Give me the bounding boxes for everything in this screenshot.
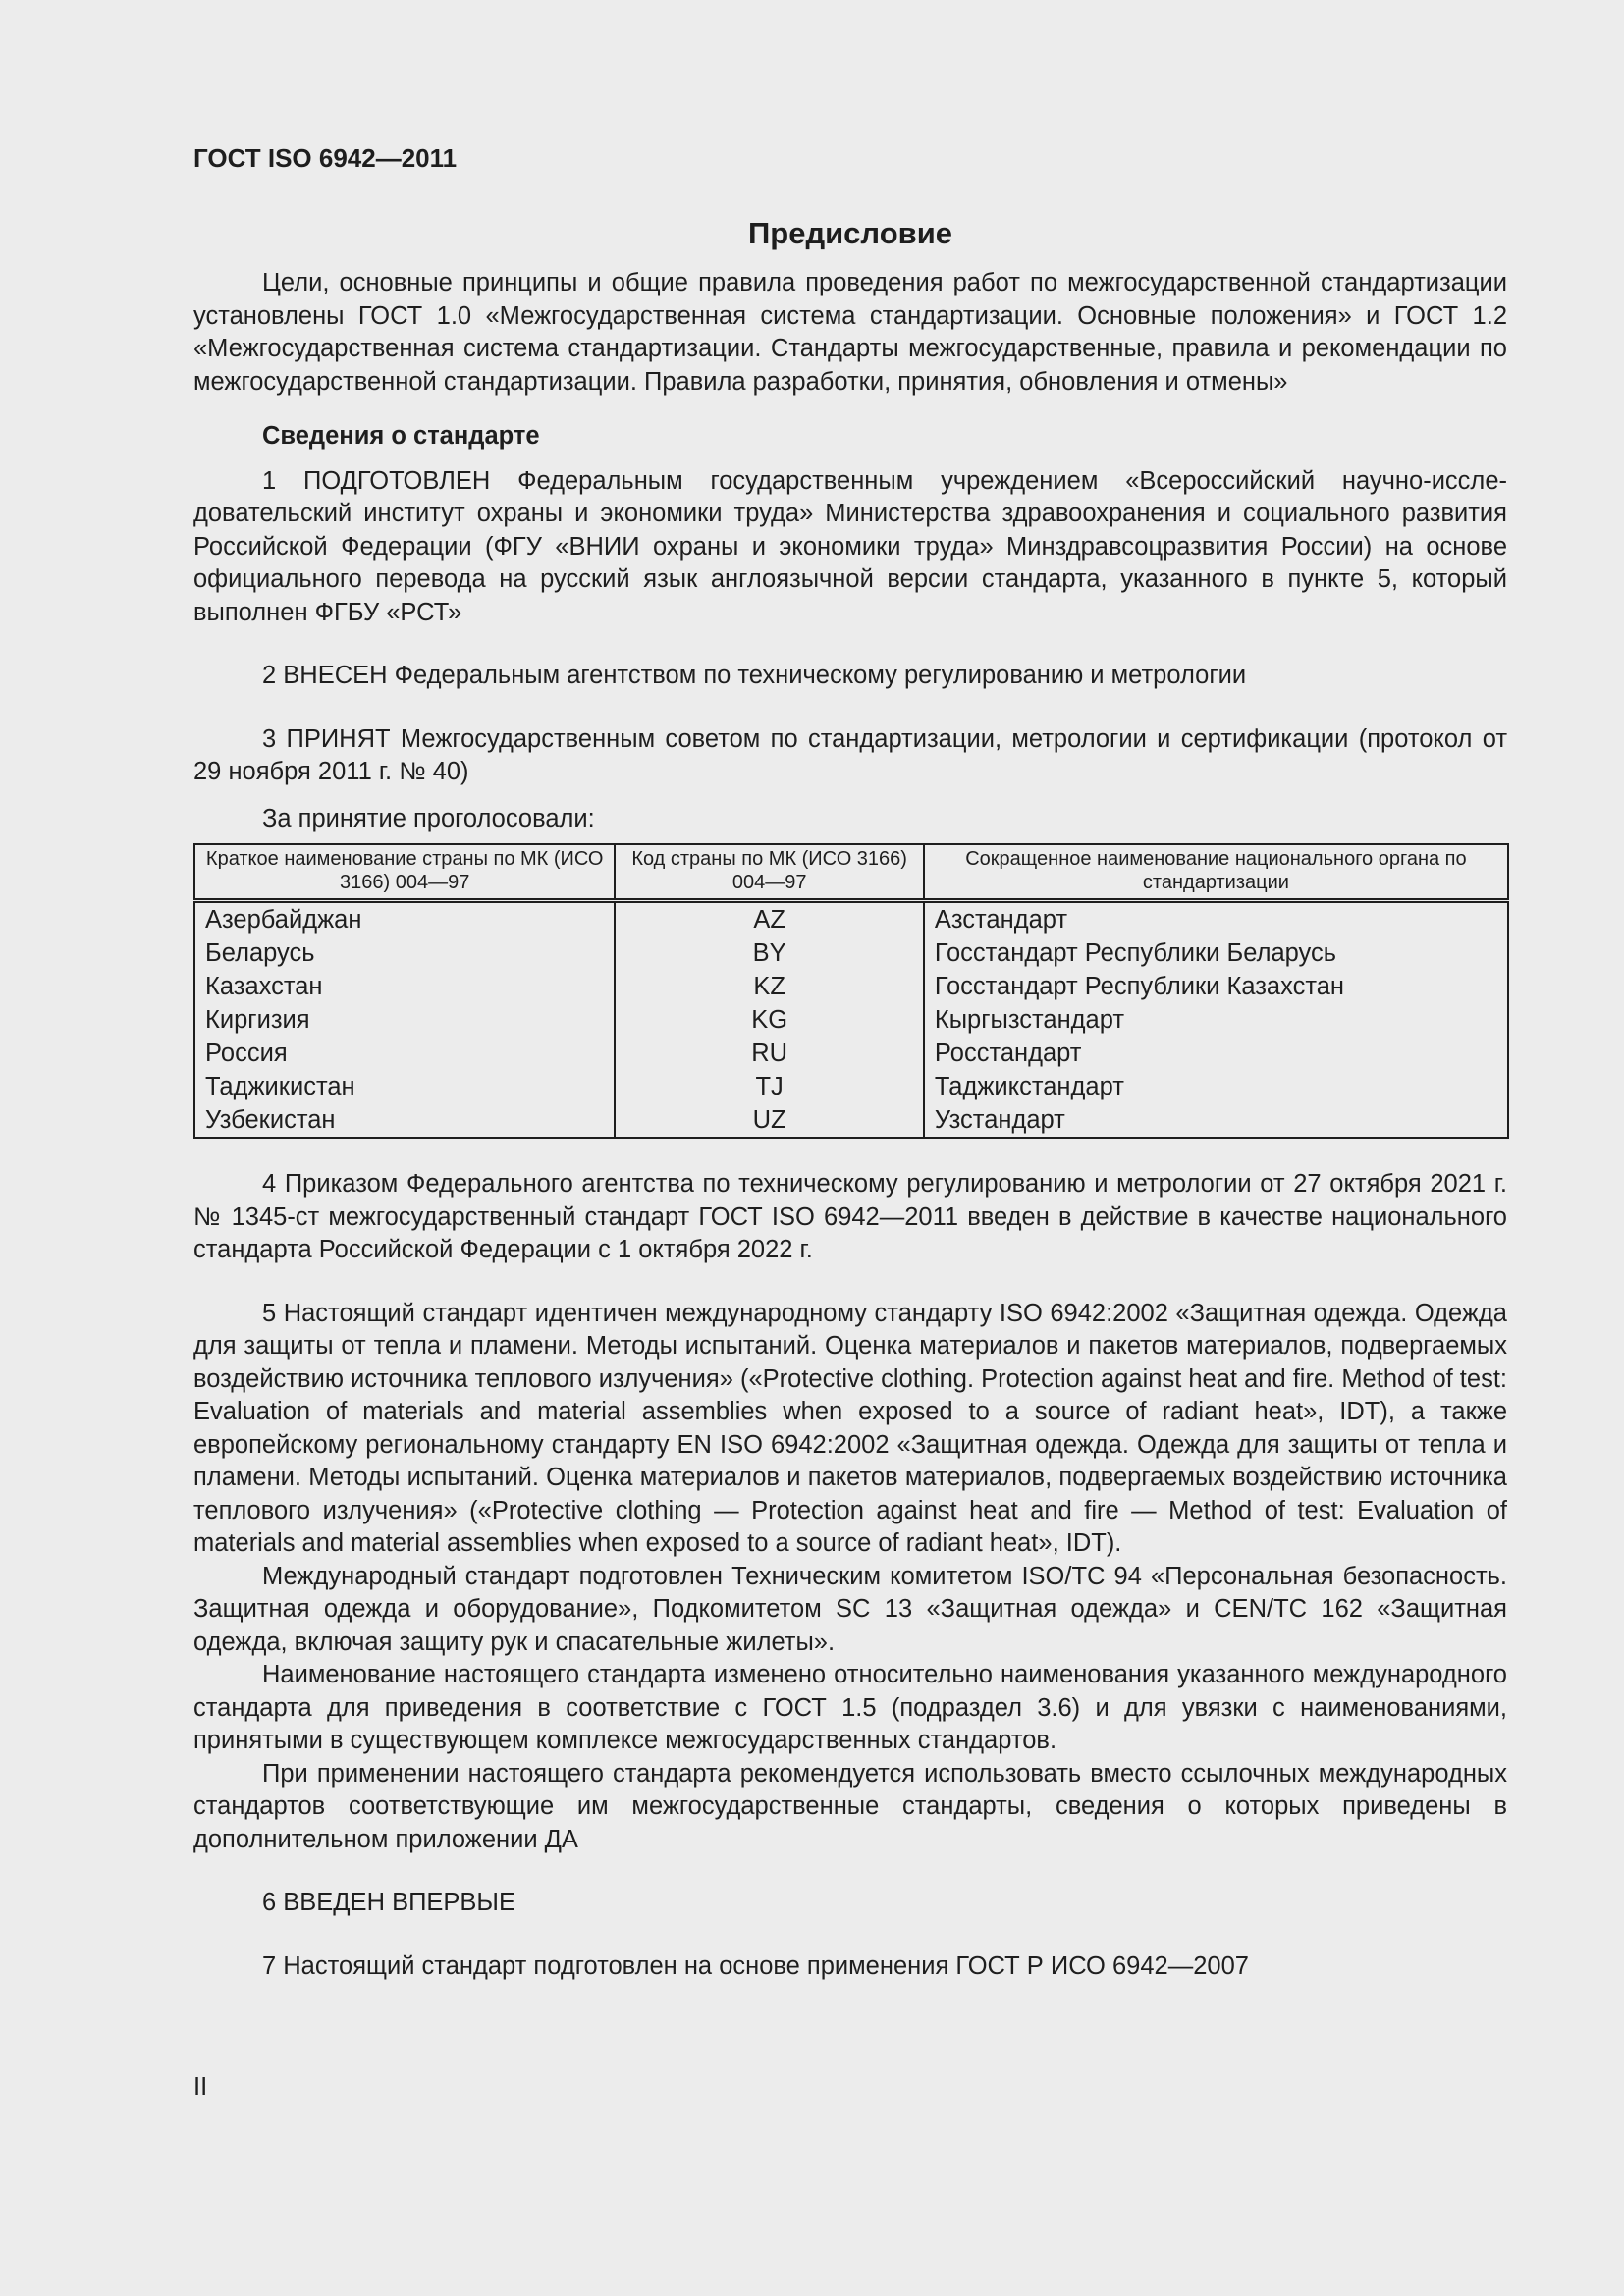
table-row	[194, 1037, 1508, 1070]
standards-body-cell: Таджикстандарт	[924, 1070, 1508, 1103]
item-7-paragraph: 7 Настоящий стандарт подготовлен на основе применения ГОСТ Р ИСО 6942—2007	[262, 1951, 1249, 1980]
standards-body-cell: Узстандарт	[924, 1103, 1508, 1138]
country-name-cell: Беларусь	[194, 936, 615, 970]
country-name-cell: Россия	[194, 1037, 615, 1070]
page-number: II	[193, 2073, 208, 2101]
country-code-cell: UZ	[615, 1103, 923, 1138]
country-name-cell: Киргизия	[194, 1003, 615, 1037]
document-page	[193, 142, 1507, 1983]
standards-body-cell: Росстандарт	[924, 1037, 1508, 1070]
table-row	[194, 1070, 1508, 1103]
item-5-name-change-paragraph: Наименование настоящего стандарта изменено относительно наименования указанного международного стандарта для приведения в соответствие с ГОСТ 1.5 (подраздел 3.6) и для увязки с наименованиями, принятыми в существующем комплексе межгосударственных стандартов.	[193, 1661, 1507, 1754]
item-4-paragraph: 4 Приказом Федерального агентства по техническому регулированию и метрологии от 27 октября 2021 г. № 1345-ст межгосударственный стандарт ГОСТ ISO 6942—2011 введен в действие в качестве национального стандарта Российской Федерации с 1 октября 2022 г.	[193, 1170, 1507, 1263]
page-title: Предисловие	[747, 215, 952, 250]
country-code-cell: KG	[615, 1003, 923, 1037]
standards-body-cell: Госстандарт Республики Казахстан	[924, 970, 1508, 1003]
country-name-cell: Узбекистан	[194, 1103, 615, 1138]
item-6-paragraph: 6 ВВЕДЕН ВПЕРВЫЕ	[262, 1889, 516, 1916]
item-2-paragraph: 2 ВНЕСЕН Федеральным агентством по техническому регулированию и метрологии	[262, 662, 1247, 689]
standards-body-cell: Госстандарт Республики Беларусь	[924, 936, 1508, 970]
table-row	[194, 1103, 1508, 1138]
table-header-row	[194, 844, 1508, 901]
country-code-cell: TJ	[615, 1070, 923, 1103]
document-header: ГОСТ ISO 6942—2011	[193, 143, 458, 173]
section-subheading: Сведения о стандарте	[262, 422, 540, 450]
table-row	[194, 970, 1508, 1003]
table-row	[194, 1003, 1508, 1037]
header-standards-body: Сокращенное наименование национального органа по стандартизации	[924, 844, 1508, 901]
voted-label: За принятие проголосовали:	[262, 804, 595, 832]
item-5-committee-paragraph: Международный стандарт подготовлен Техническим комитетом ISO/TC 94 «Персональная безопасность. Защитная одежда и оборудование», Подкомитетом SC 13 «Защитная одежда» и CEN/TC 162 «Защитная одежда, включая защиту рук и спасательные жилеты».	[193, 1562, 1507, 1656]
item-3-paragraph: 3 ПРИНЯТ Межгосударственным советом по стандартизации, метрологии и сертификации (протокол от 29 ноября 2011 г. № 40)	[193, 724, 1507, 785]
voting-table	[193, 843, 1509, 1139]
country-code-cell: BY	[615, 936, 923, 970]
header-country-name: Краткое наименование страны по МК (ИСО 3166) 004—97	[194, 844, 615, 901]
item-1-paragraph: 1 ПОДГОТОВЛЕН Федеральным государственным учреждением «Всероссийский научно-исследовательский институт охраны и экономики труда» Министерства здравоохранения и социального развития Российской Федерации (ФГУ «ВНИИ охраны и экономики труда» Минздравсоцразвития России) на основе официального перевода на русский язык англоязычной версии стандарта, указанного в пункте 5, который выполнен ФГБУ «РСТ»	[193, 466, 1507, 626]
standards-body-cell: Кыргызстандарт	[924, 1003, 1508, 1037]
country-code-cell: AZ	[615, 901, 923, 937]
item-5-paragraph: 5 Настоящий стандарт идентичен международному стандарту ISO 6942:2002 «Защитная одежда. Одежда для защиты от тепла и пламени. Методы испытаний. Оценка материалов и пакетов материалов, подвергаемых воздействию источника теплового излучения» («Protective clothing. Protection against heat and fire. Method of test: Evaluation of materials and material assemblies when exposed to a source of radiant heat», IDT), а также европейскому региональному стандарту EN ISO 6942:2002 «Защитная одежда. Одежда для защиты от тепла и пламени. Методы испытаний. Оценка материалов и пакетов материалов, подвергаемых воздействию источника теплового излучения» («Protective clothing — Protection against heat and fire — Method of test: Evaluation of materials and material assemblies when exposed to a source of radiant heat», IDT).	[193, 1299, 1507, 1557]
table-row	[194, 901, 1508, 937]
country-name-cell: Азербайджан	[194, 901, 615, 937]
table-row	[194, 936, 1508, 970]
country-code-cell: RU	[615, 1037, 923, 1070]
country-code-cell: KZ	[615, 970, 923, 1003]
item-5-references-paragraph: При применении настоящего стандарта рекомендуется использовать вместо ссылочных международных стандартов соответствующие им межгосударственные стандарты, сведения о которых приведены в дополнительном приложении ДА	[193, 1759, 1507, 1853]
intro-paragraph: Цели, основные принципы и общие правила проведения работ по межгосударственной стандартизации установлены ГОСТ 1.0 «Межгосударственная система стандартизации. Основные положения» и ГОСТ 1.2 «Межгосударственная система стандартизации. Стандарты межгосударственные, правила и рекомендации по межгосударственной стандартизации. Правила разработки, принятия, обновления и отмены»	[193, 269, 1507, 396]
country-name-cell: Казахстан	[194, 970, 615, 1003]
country-name-cell: Таджикистан	[194, 1070, 615, 1103]
header-country-code: Код страны по МК (ИСО 3166) 004—97	[615, 844, 923, 901]
standards-body-cell: Азстандарт	[924, 901, 1508, 937]
